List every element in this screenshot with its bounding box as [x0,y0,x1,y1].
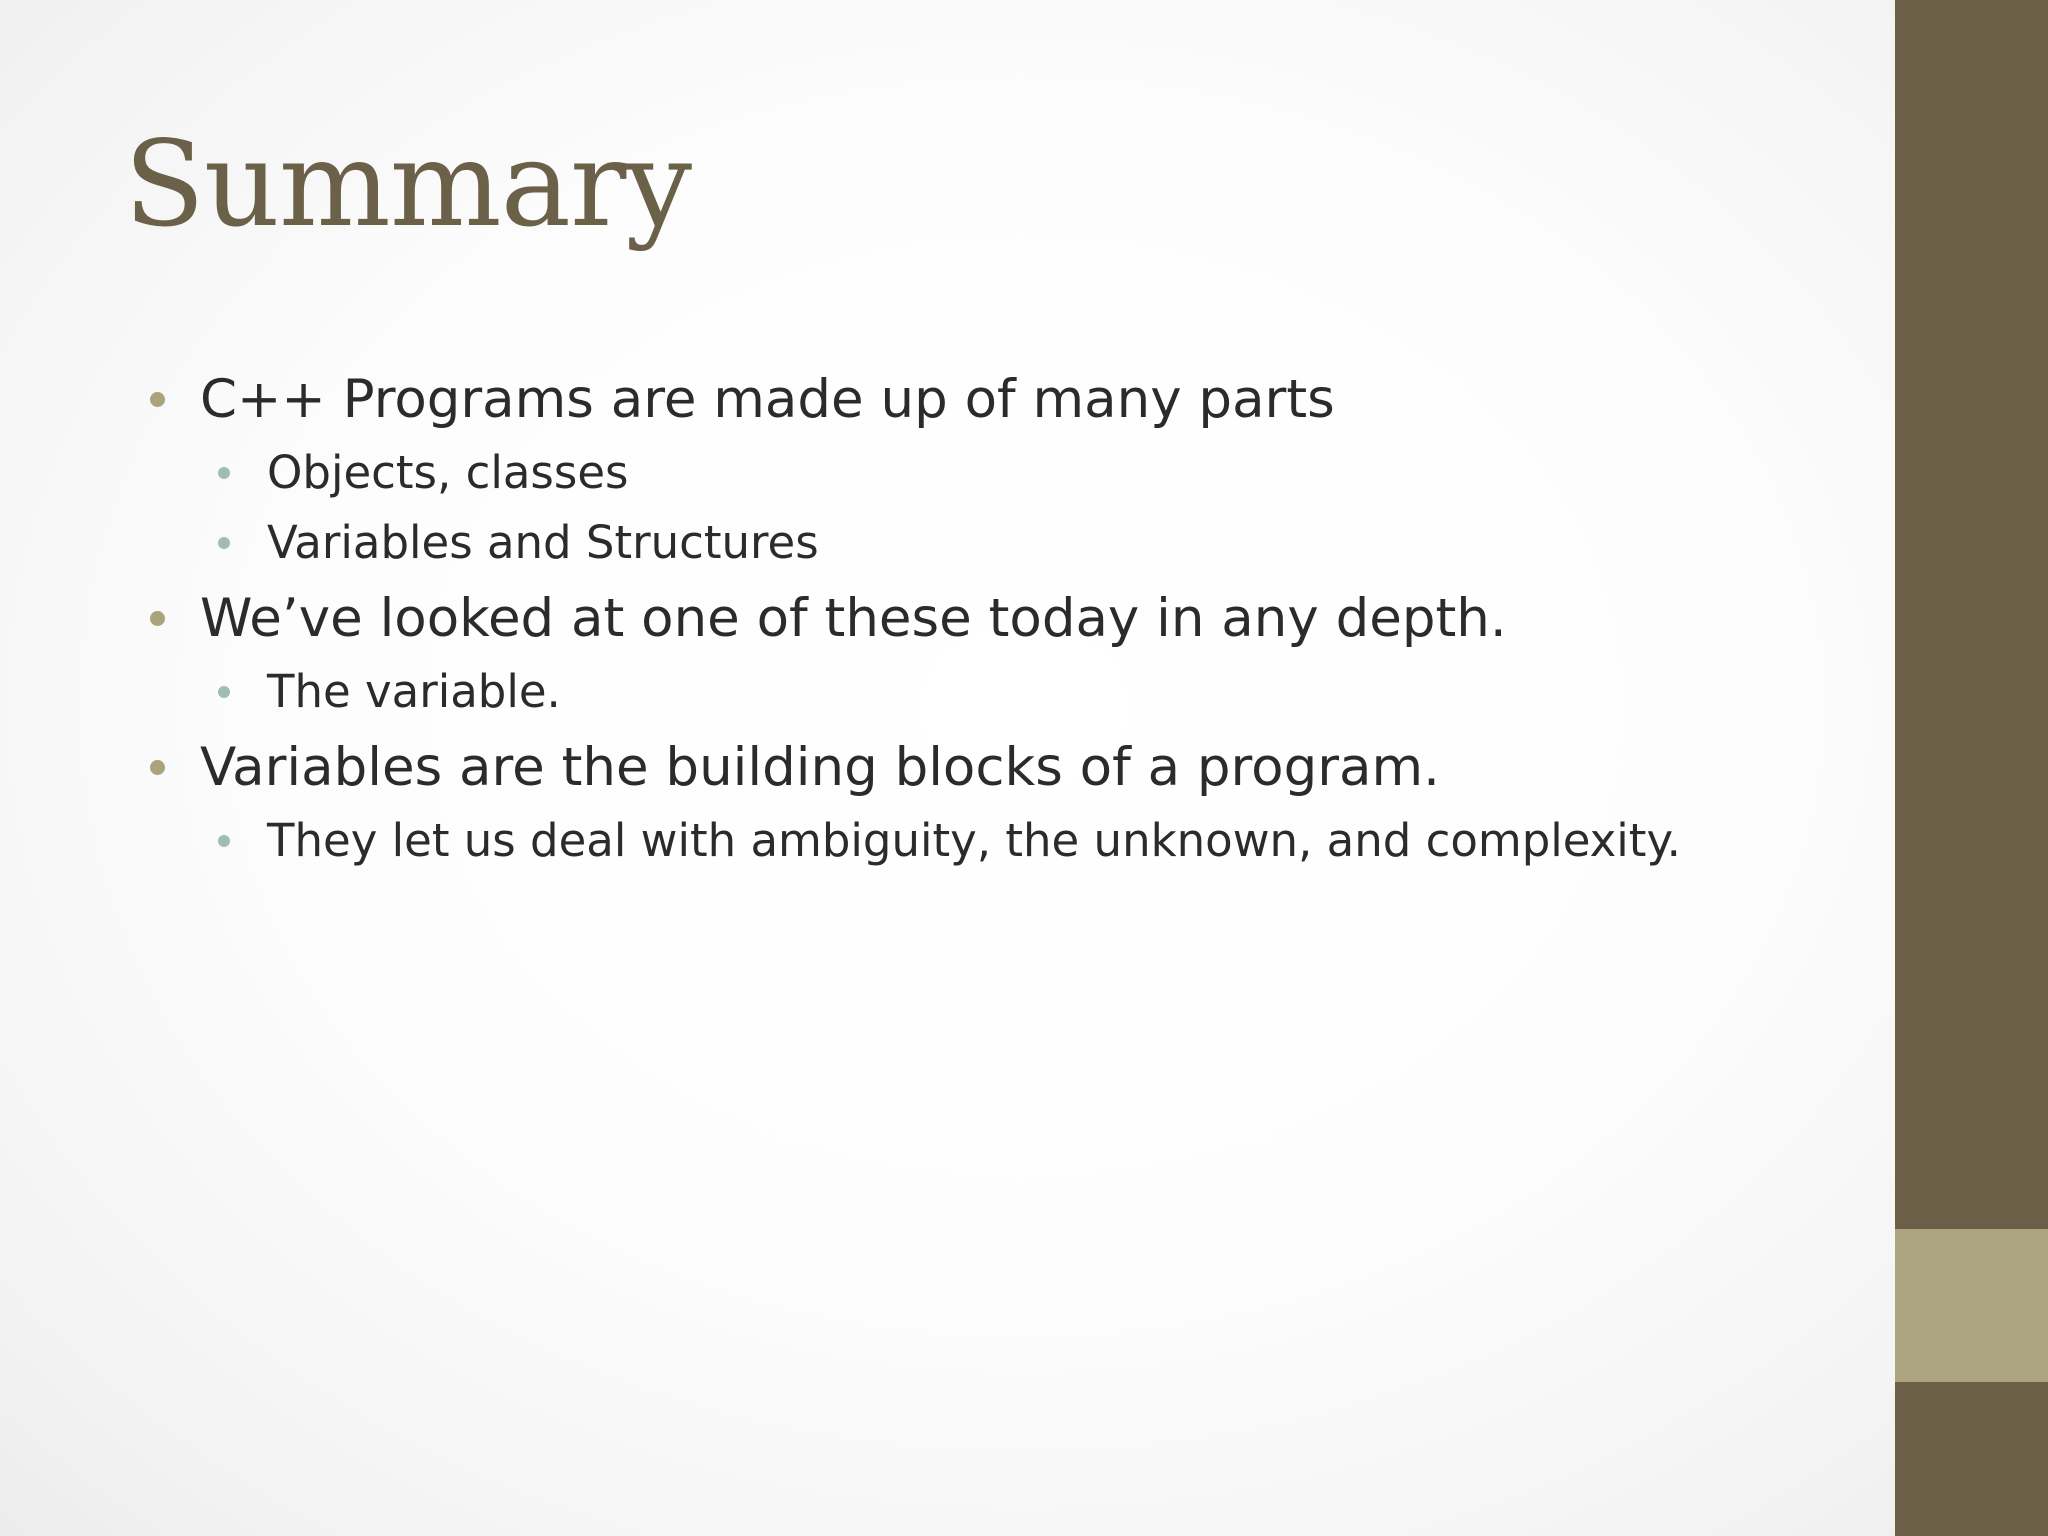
sub-bullet-text: Objects, classes [267,446,629,499]
bullet-dot-icon [150,392,165,407]
bullet-dot-icon [150,760,165,775]
bullet-text: Variables are the building blocks of a program. [200,737,1440,798]
bullet-text: C++ Programs are made up of many parts [200,369,1335,430]
sub-bullet-text: Variables and Structures [267,516,819,569]
sub-bullet-dot-icon [218,835,230,847]
sub-bullet-item [148,508,1868,578]
bullet-item [148,730,1868,806]
sub-bullet-item [148,438,1868,508]
slide-title: Summary [124,115,692,253]
sub-bullet-dot-icon [218,537,230,549]
sub-bullet-dot-icon [218,467,230,479]
bullet-item [148,581,1868,657]
sub-bullet-item [148,657,1868,727]
side-accent-decoration [1895,1229,2048,1382]
bullet-item [148,362,1868,438]
bullet-dot-icon [150,611,165,626]
bullet-list [148,362,1868,876]
sub-bullet-text: They let us deal with ambiguity, the unknown, and complexity. [267,814,1681,867]
sub-bullet-item [148,806,1868,876]
bullet-text: We’ve looked at one of these today in any depth. [200,588,1507,649]
sub-bullet-dot-icon [218,686,230,698]
sub-bullet-text: The variable. [267,665,561,718]
